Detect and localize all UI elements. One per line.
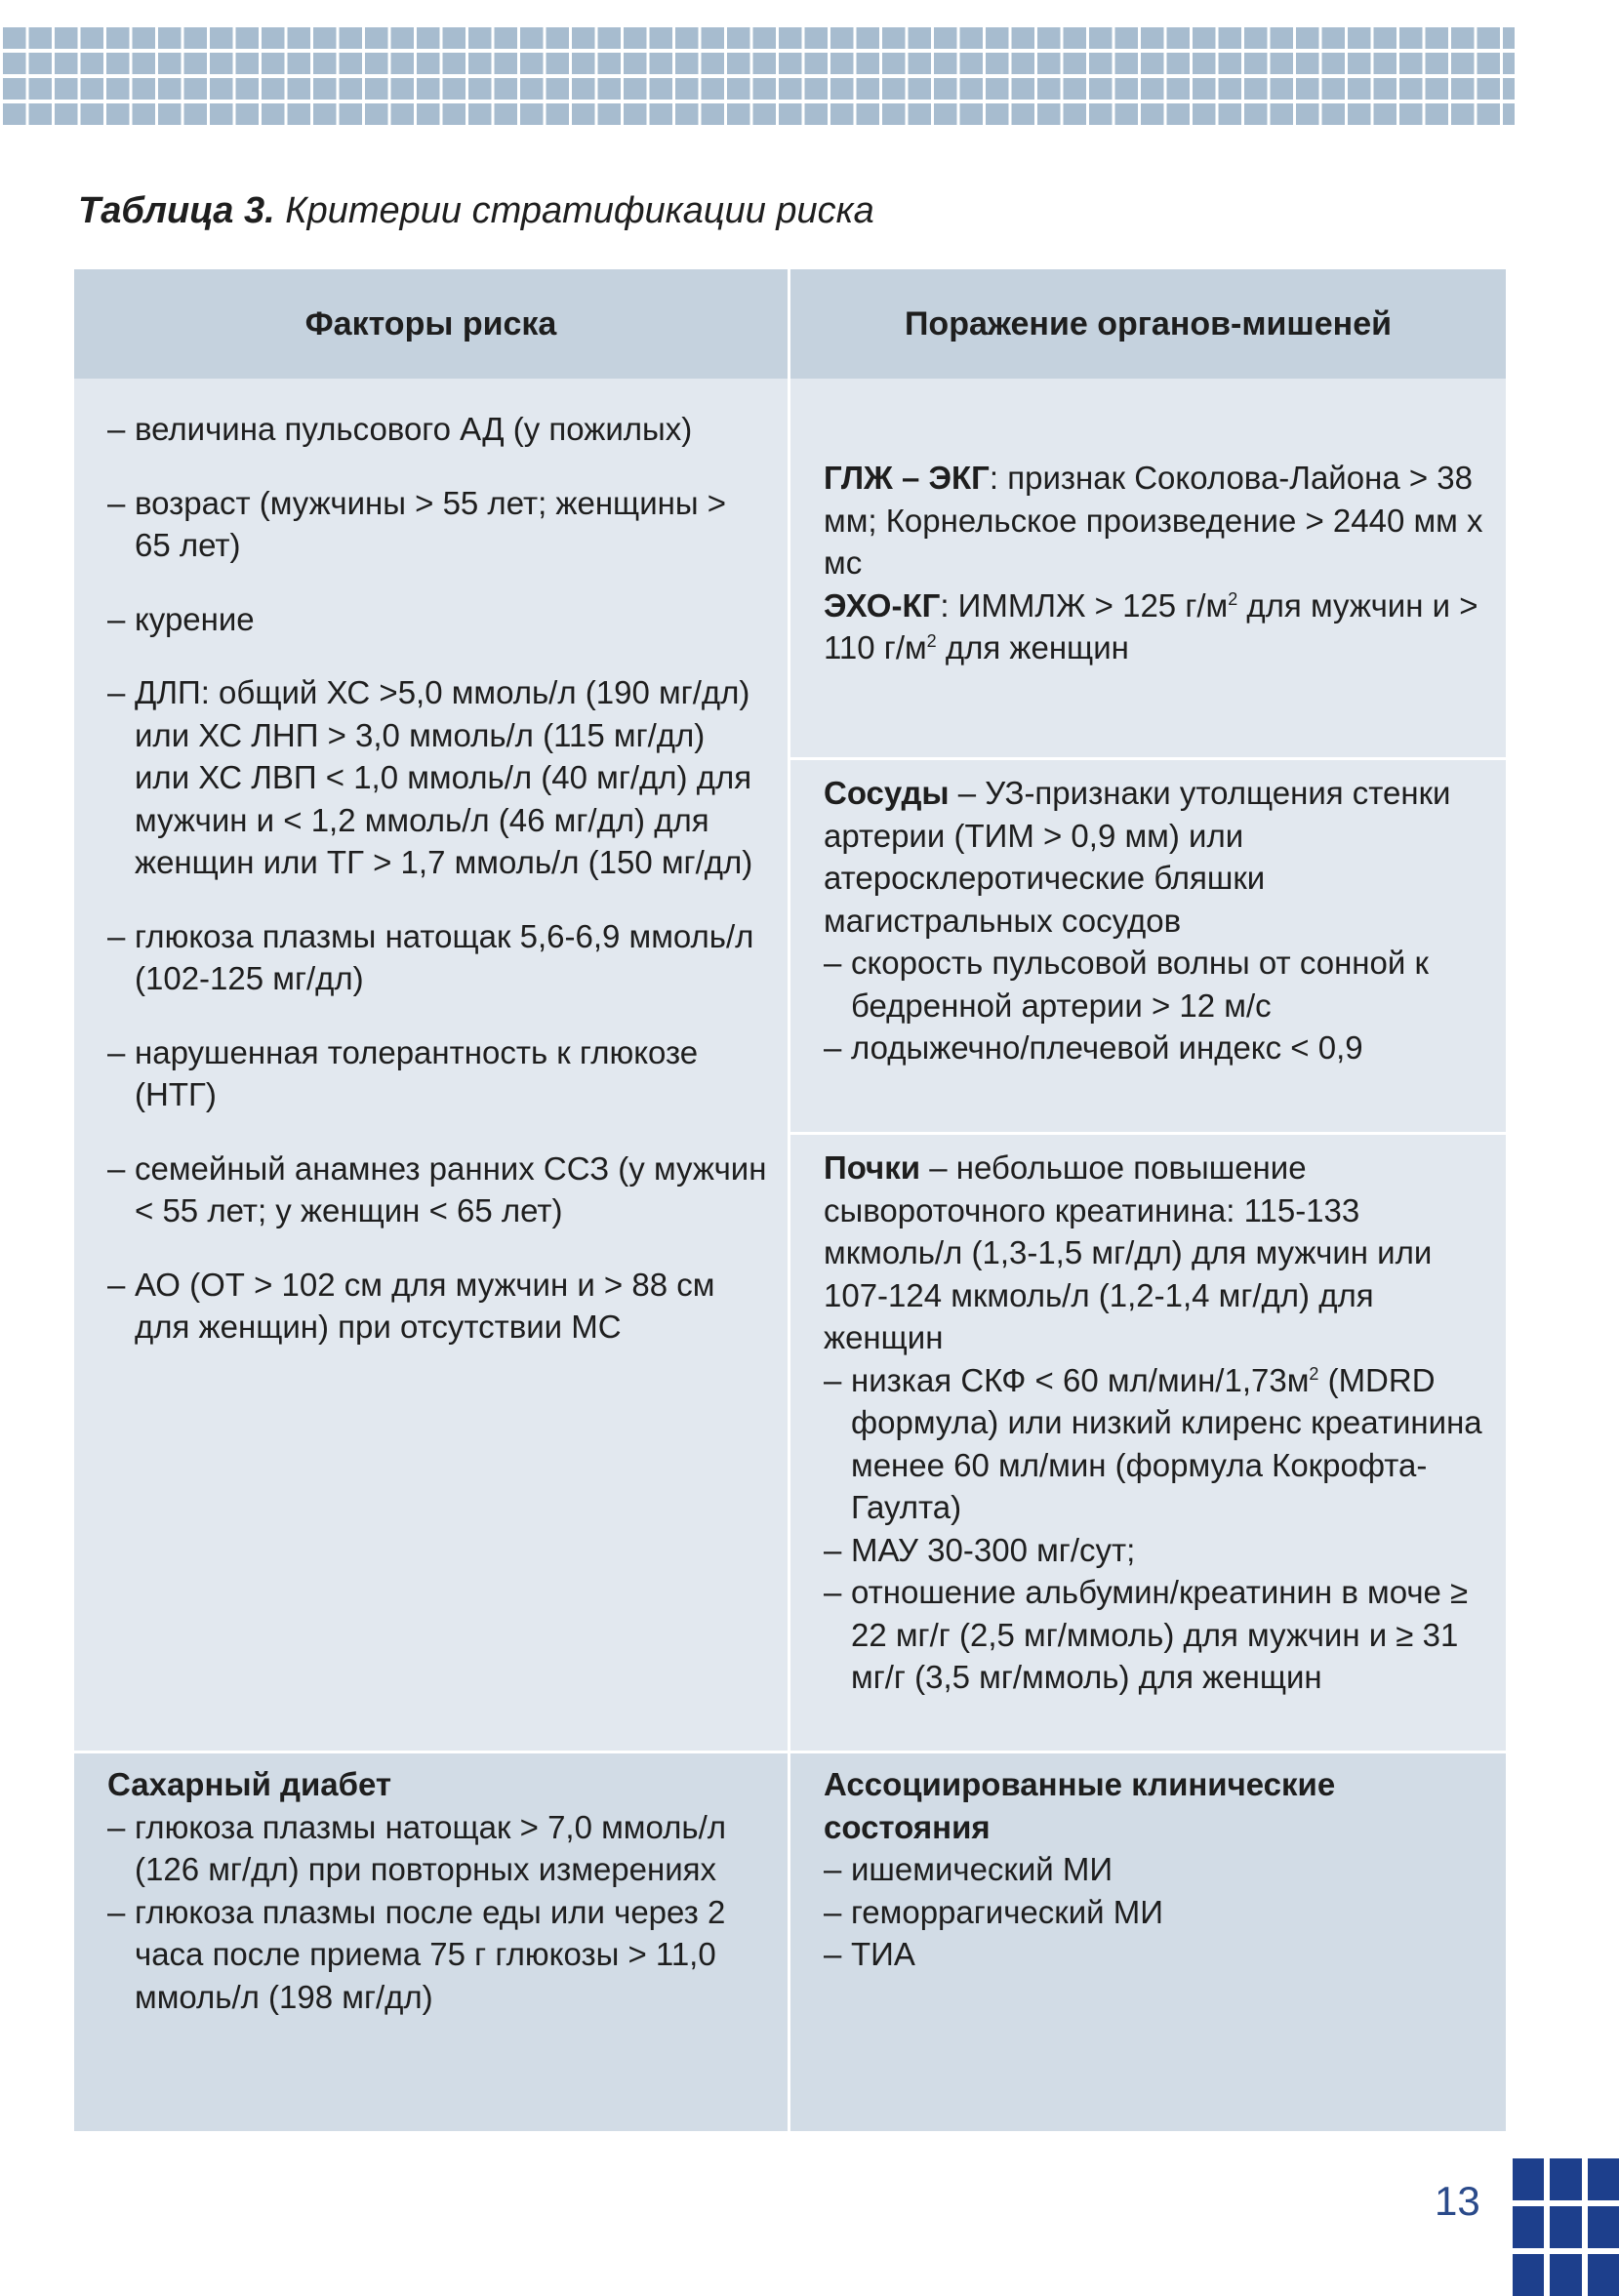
echo-text-1: : ИММЛЖ > 125 г/м <box>940 586 1229 624</box>
corner-grid-decoration <box>1513 2158 1619 2296</box>
list-item: – АО (ОТ > 102 см для мужчин и > 88 см для женщин) при отсутствии МС <box>107 1264 768 1349</box>
header-target-organ-damage: Поражение органов-мишеней <box>790 269 1506 379</box>
list-item: – нарушенная толерантность к глюкозе (НТГ) <box>107 1031 768 1116</box>
vessels-line <box>824 772 1486 942</box>
list-item: – глюкоза плазмы натощак > 7,0 ммоль/л (126 мг/дл) при повторных измерениях <box>107 1806 768 1891</box>
associated-conditions-block <box>790 1753 1506 1976</box>
list-item: – величина пульсового АД (у пожилых) <box>107 408 768 451</box>
risk-factors-list <box>74 379 788 1349</box>
echo-text-2: для мужчин и > 110 г/м <box>824 586 1478 665</box>
superscript: 2 <box>1228 588 1238 609</box>
superscript: 2 <box>926 631 937 651</box>
kidneys-label: Почки <box>824 1149 921 1186</box>
list-item: – МАУ 30-300 мг/сут; <box>824 1529 1486 1572</box>
vessels-text: – УЗ-признаки утолщения стенки артерии (ТИМ > 0,9 мм) или атеросклеротические бляшки магистральных сосудов <box>824 775 1451 939</box>
page-number: 13 <box>1435 2178 1480 2224</box>
diabetes-title: Сахарный диабет <box>107 1766 392 1802</box>
target-organ-cell <box>790 379 1506 1751</box>
header-risk-factors: Факторы риска <box>74 269 790 379</box>
list-item: – ДЛП: общий ХС >5,0 ммоль/л (190 мг/дл) или ХС ЛНП > 3,0 ммоль/л (115 мг/дл) или ХС ЛВП < 1,0 ммоль/л (40 мг/дл) для мужчин и < 1,2 ммоль/л (46 мг/дл) для женщин или ТГ > 1,7 ммоль/л (150 мг/дл) <box>107 671 768 884</box>
echo-text-3: для женщин <box>936 629 1129 665</box>
risk-stratification-table <box>74 269 1506 2131</box>
list-item: – семейный анамнез ранних ССЗ (у мужчин < 55 лет; у женщин < 65 лет) <box>107 1148 768 1232</box>
list-item: – возраст (мужчины > 55 лет; женщины > 65 лет) <box>107 482 768 567</box>
organ-kidneys-block <box>790 1132 1506 1751</box>
kidneys-text: – небольшое повышение сывороточного креатинина: 115-133 мкмоль/л (1,3-1,5 мг/дл) для мужчин или 107-124 мкмоль/л (1,2-1,4 мг/дл) для женщин <box>824 1149 1433 1355</box>
associated-title: Ассоциированные клинические состояния <box>824 1766 1336 1845</box>
vessels-label: Сосуды <box>824 775 950 811</box>
superscript: 2 <box>1309 1363 1319 1384</box>
list-item: – отношение альбумин/креатинин в моче ≥ 22 мг/г (2,5 мг/ммоль) для мужчин и ≥ 31 мг/г (3,5 мг/ммоль) для женщин <box>824 1571 1486 1699</box>
diabetes-block <box>74 1753 788 2018</box>
caption-text: Критерии стратификации риска <box>274 190 874 231</box>
organ-heart-block <box>790 379 1506 757</box>
kidneys-line <box>824 1147 1486 1359</box>
caption-label: Таблица 3. <box>78 190 275 231</box>
list-item: – курение <box>107 598 768 641</box>
associated-list <box>824 1848 1486 1976</box>
diabetes-cell <box>74 1751 790 2131</box>
table-caption <box>78 190 874 232</box>
ecg-label: ГЛЖ – ЭКГ <box>824 460 990 496</box>
list-item: – геморрагический МИ <box>824 1891 1486 1934</box>
list-item: – глюкоза плазмы натощак 5,6-6,9 ммоль/л (102-125 мг/дл) <box>107 915 768 1000</box>
list-item: – скорость пульсовой волны от сонной к бедренной артерии > 12 м/с <box>824 942 1486 1027</box>
gfr-text-1: низкая СКФ < 60 мл/мин/1,73м <box>851 1361 1310 1398</box>
list-item <box>824 1359 1486 1529</box>
echo-label: ЭХО-КГ <box>824 586 941 624</box>
list-item: – ТИА <box>824 1933 1486 1976</box>
associated-conditions-cell <box>790 1751 1506 2131</box>
ecg-line <box>824 457 1486 584</box>
list-item: – ишемический МИ <box>824 1848 1486 1891</box>
ecg-text: : признак Соколова-Лайона > 38 мм; Корнельское произведение > 2440 мм х мс <box>824 460 1483 581</box>
diabetes-list <box>107 1806 768 2019</box>
kidneys-list <box>824 1359 1486 1699</box>
list-item: – глюкоза плазмы после еды или через 2 часа после приема 75 г глюкозы > 11,0 ммоль/л (198 мг/дл) <box>107 1891 768 2019</box>
vessels-list <box>824 942 1486 1069</box>
list-item: – лодыжечно/плечевой индекс < 0,9 <box>824 1027 1486 1069</box>
risk-factors-cell <box>74 379 790 1751</box>
decorative-grid-band <box>0 27 1515 129</box>
echo-line <box>824 584 1486 669</box>
gfr-text-2: (MDRD формула) или низкий клиренс креатинина менее 60 мл/мин (формула Кокрофта-Гаулта) <box>851 1361 1482 1525</box>
organ-vessels-block <box>790 757 1506 1132</box>
